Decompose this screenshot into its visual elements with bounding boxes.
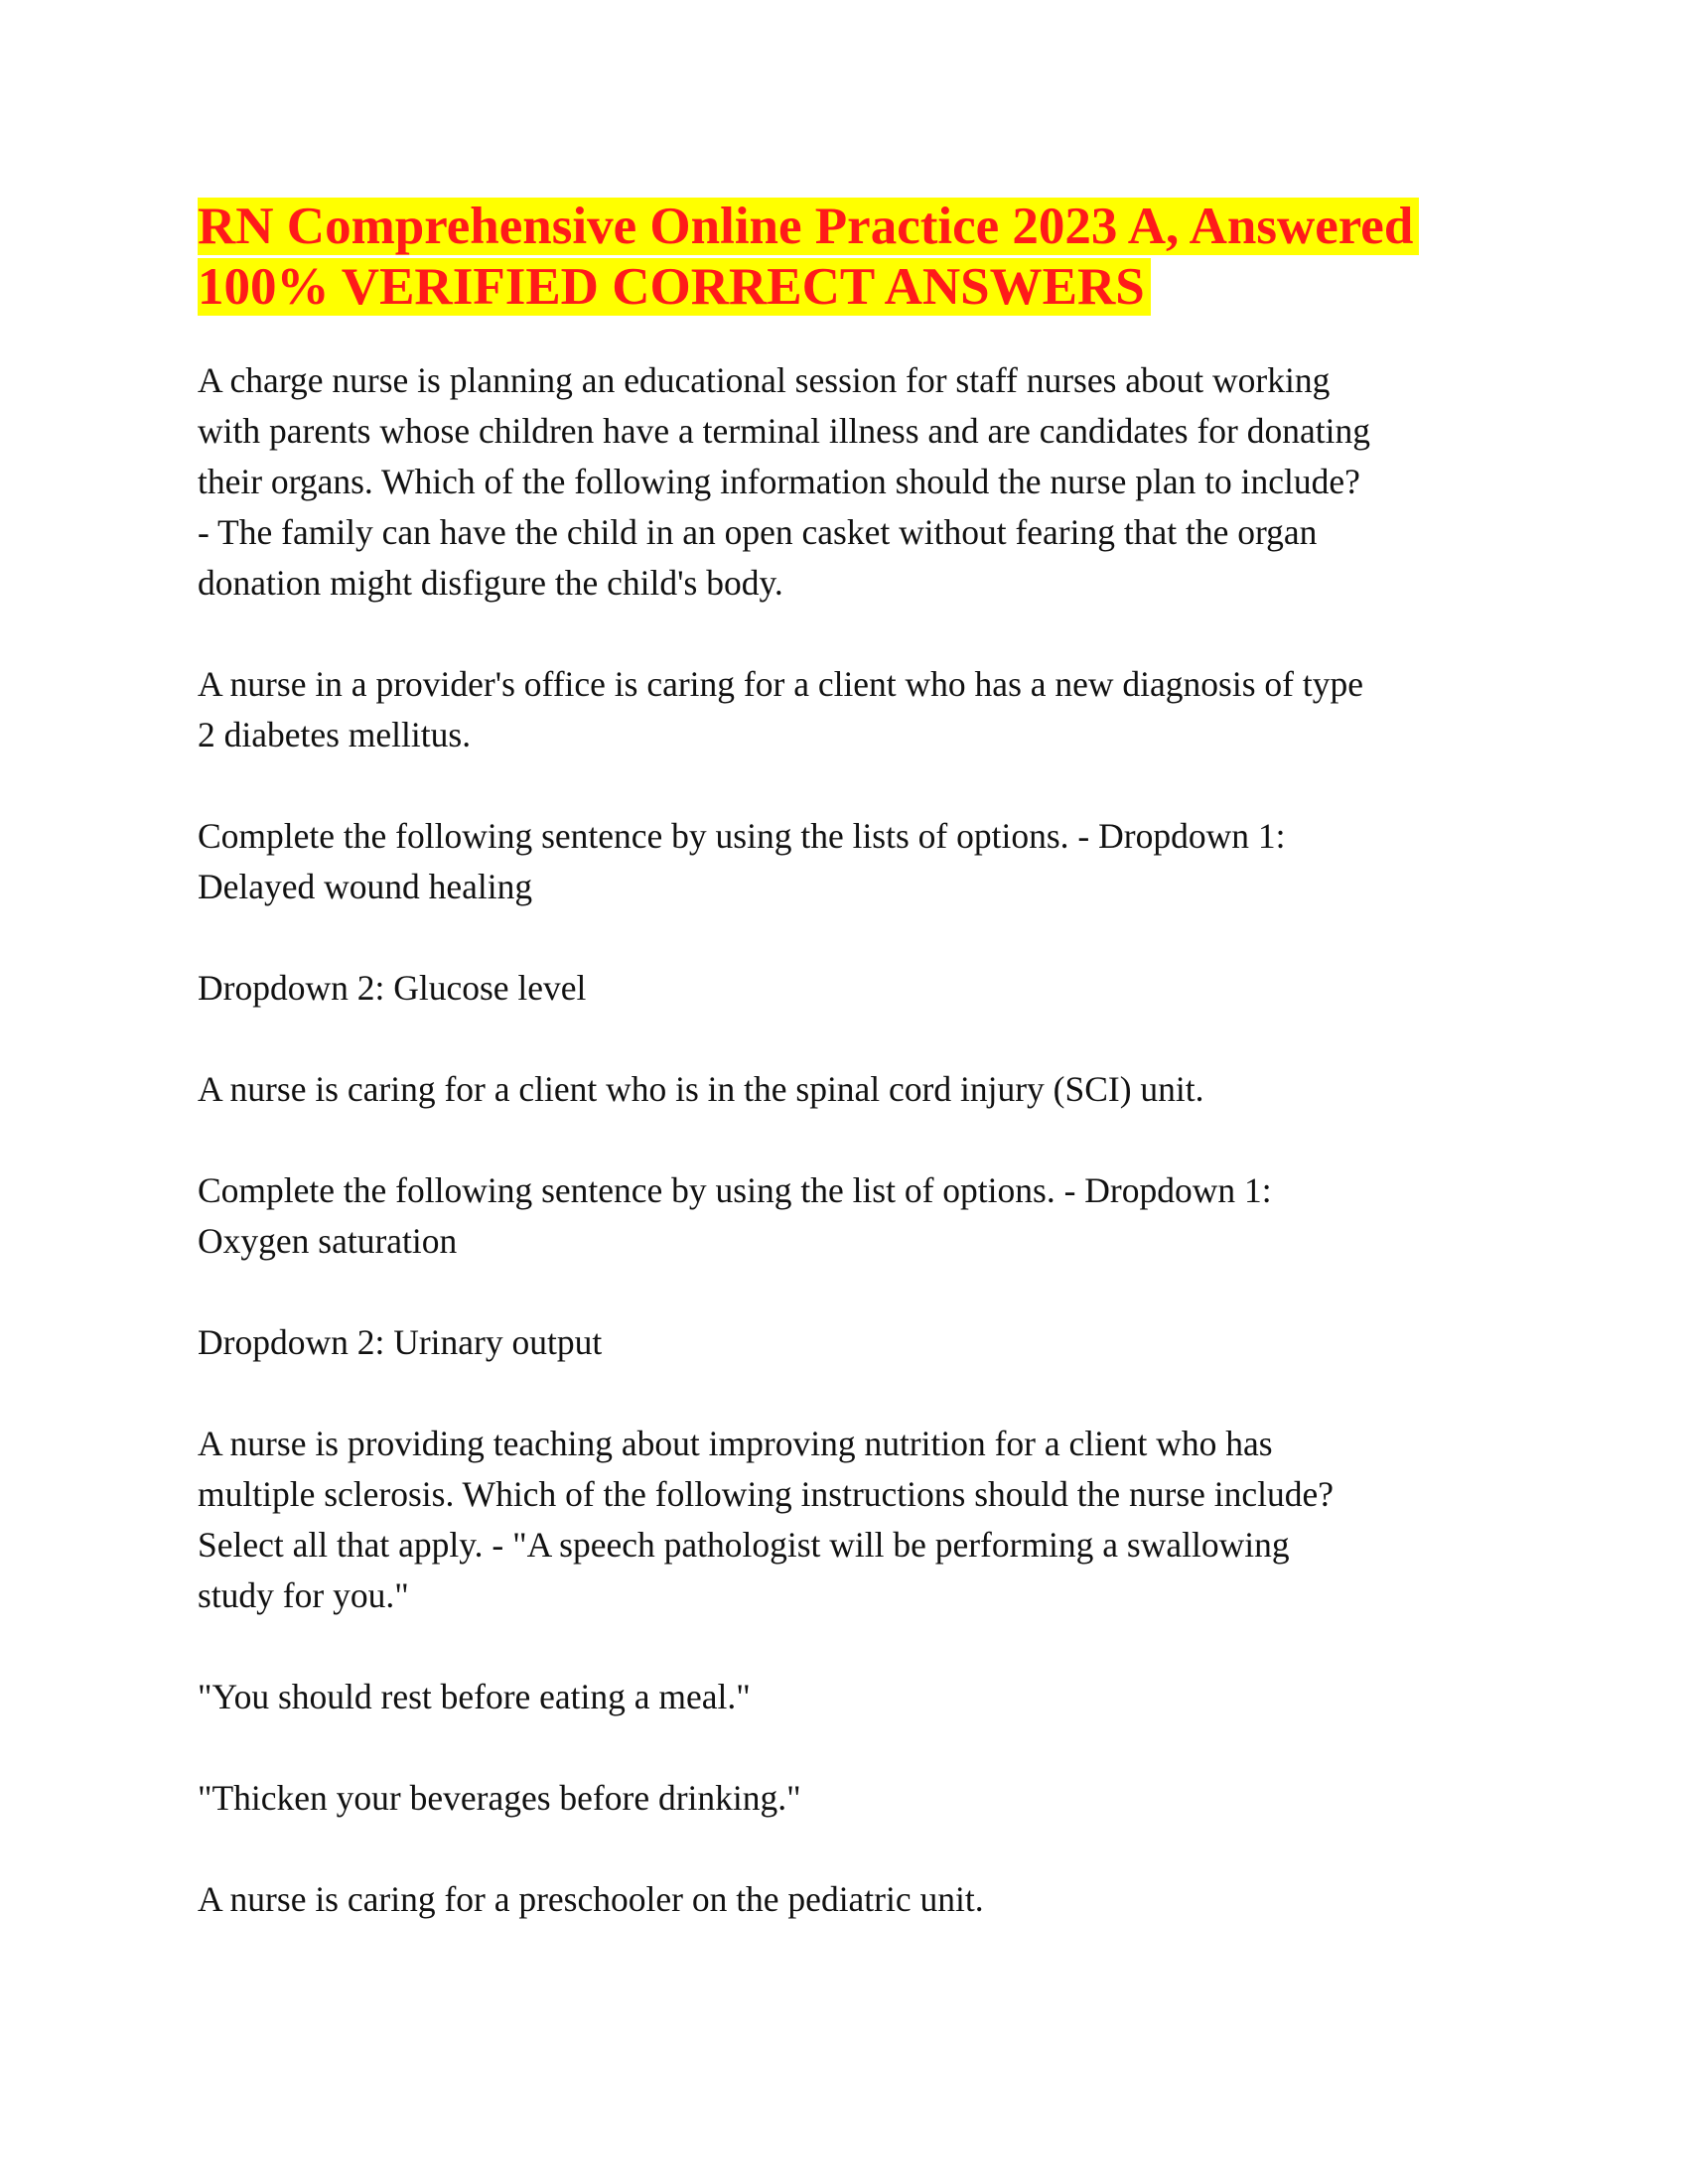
question-paragraph: A nurse is caring for a preschooler on the pediatric unit. xyxy=(198,1879,984,1919)
answer-paragraph: "Thicken your beverages before drinking." xyxy=(198,1778,801,1818)
question-paragraph: A charge nurse is planning an educational session for staff nurses about working with parents whose children have a terminal illness and are candidates for donating their organs. Which of the following information should the nurse plan to include? - The family can have the child in an open casket without fearing that the organ donation might disfigure the child's body. xyxy=(198,360,1370,603)
document-title xyxy=(198,197,1488,318)
answer-paragraph: Complete the following sentence by using the list of options. - Dropdown 1: Oxygen saturation xyxy=(198,1170,1272,1261)
question-paragraph: A nurse is providing teaching about improving nutrition for a client who has multiple sclerosis. Which of the following instructions should the nurse include? Select all that apply. - "A speech pathologist will be performing a swallowing study for you." xyxy=(198,1424,1335,1615)
title-line-2: 100% VERIFIED CORRECT ANSWERS xyxy=(198,258,1151,316)
question-paragraph: A nurse is caring for a client who is in the spinal cord injury (SCI) unit. xyxy=(198,1069,1204,1109)
document-page xyxy=(198,197,1488,1976)
answer-paragraph: Dropdown 2: Urinary output xyxy=(198,1322,603,1362)
question-paragraph: A nurse in a provider's office is caring for a client who has a new diagnosis of type 2 diabetes mellitus. xyxy=(198,664,1363,754)
answer-paragraph: Complete the following sentence by using the lists of options. - Dropdown 1: Delayed wound healing xyxy=(198,816,1286,906)
answer-paragraph: "You should rest before eating a meal." xyxy=(198,1677,751,1716)
answer-paragraph: Dropdown 2: Glucose level xyxy=(198,968,587,1008)
title-line-1: RN Comprehensive Online Practice 2023 A, Answered xyxy=(198,198,1419,255)
